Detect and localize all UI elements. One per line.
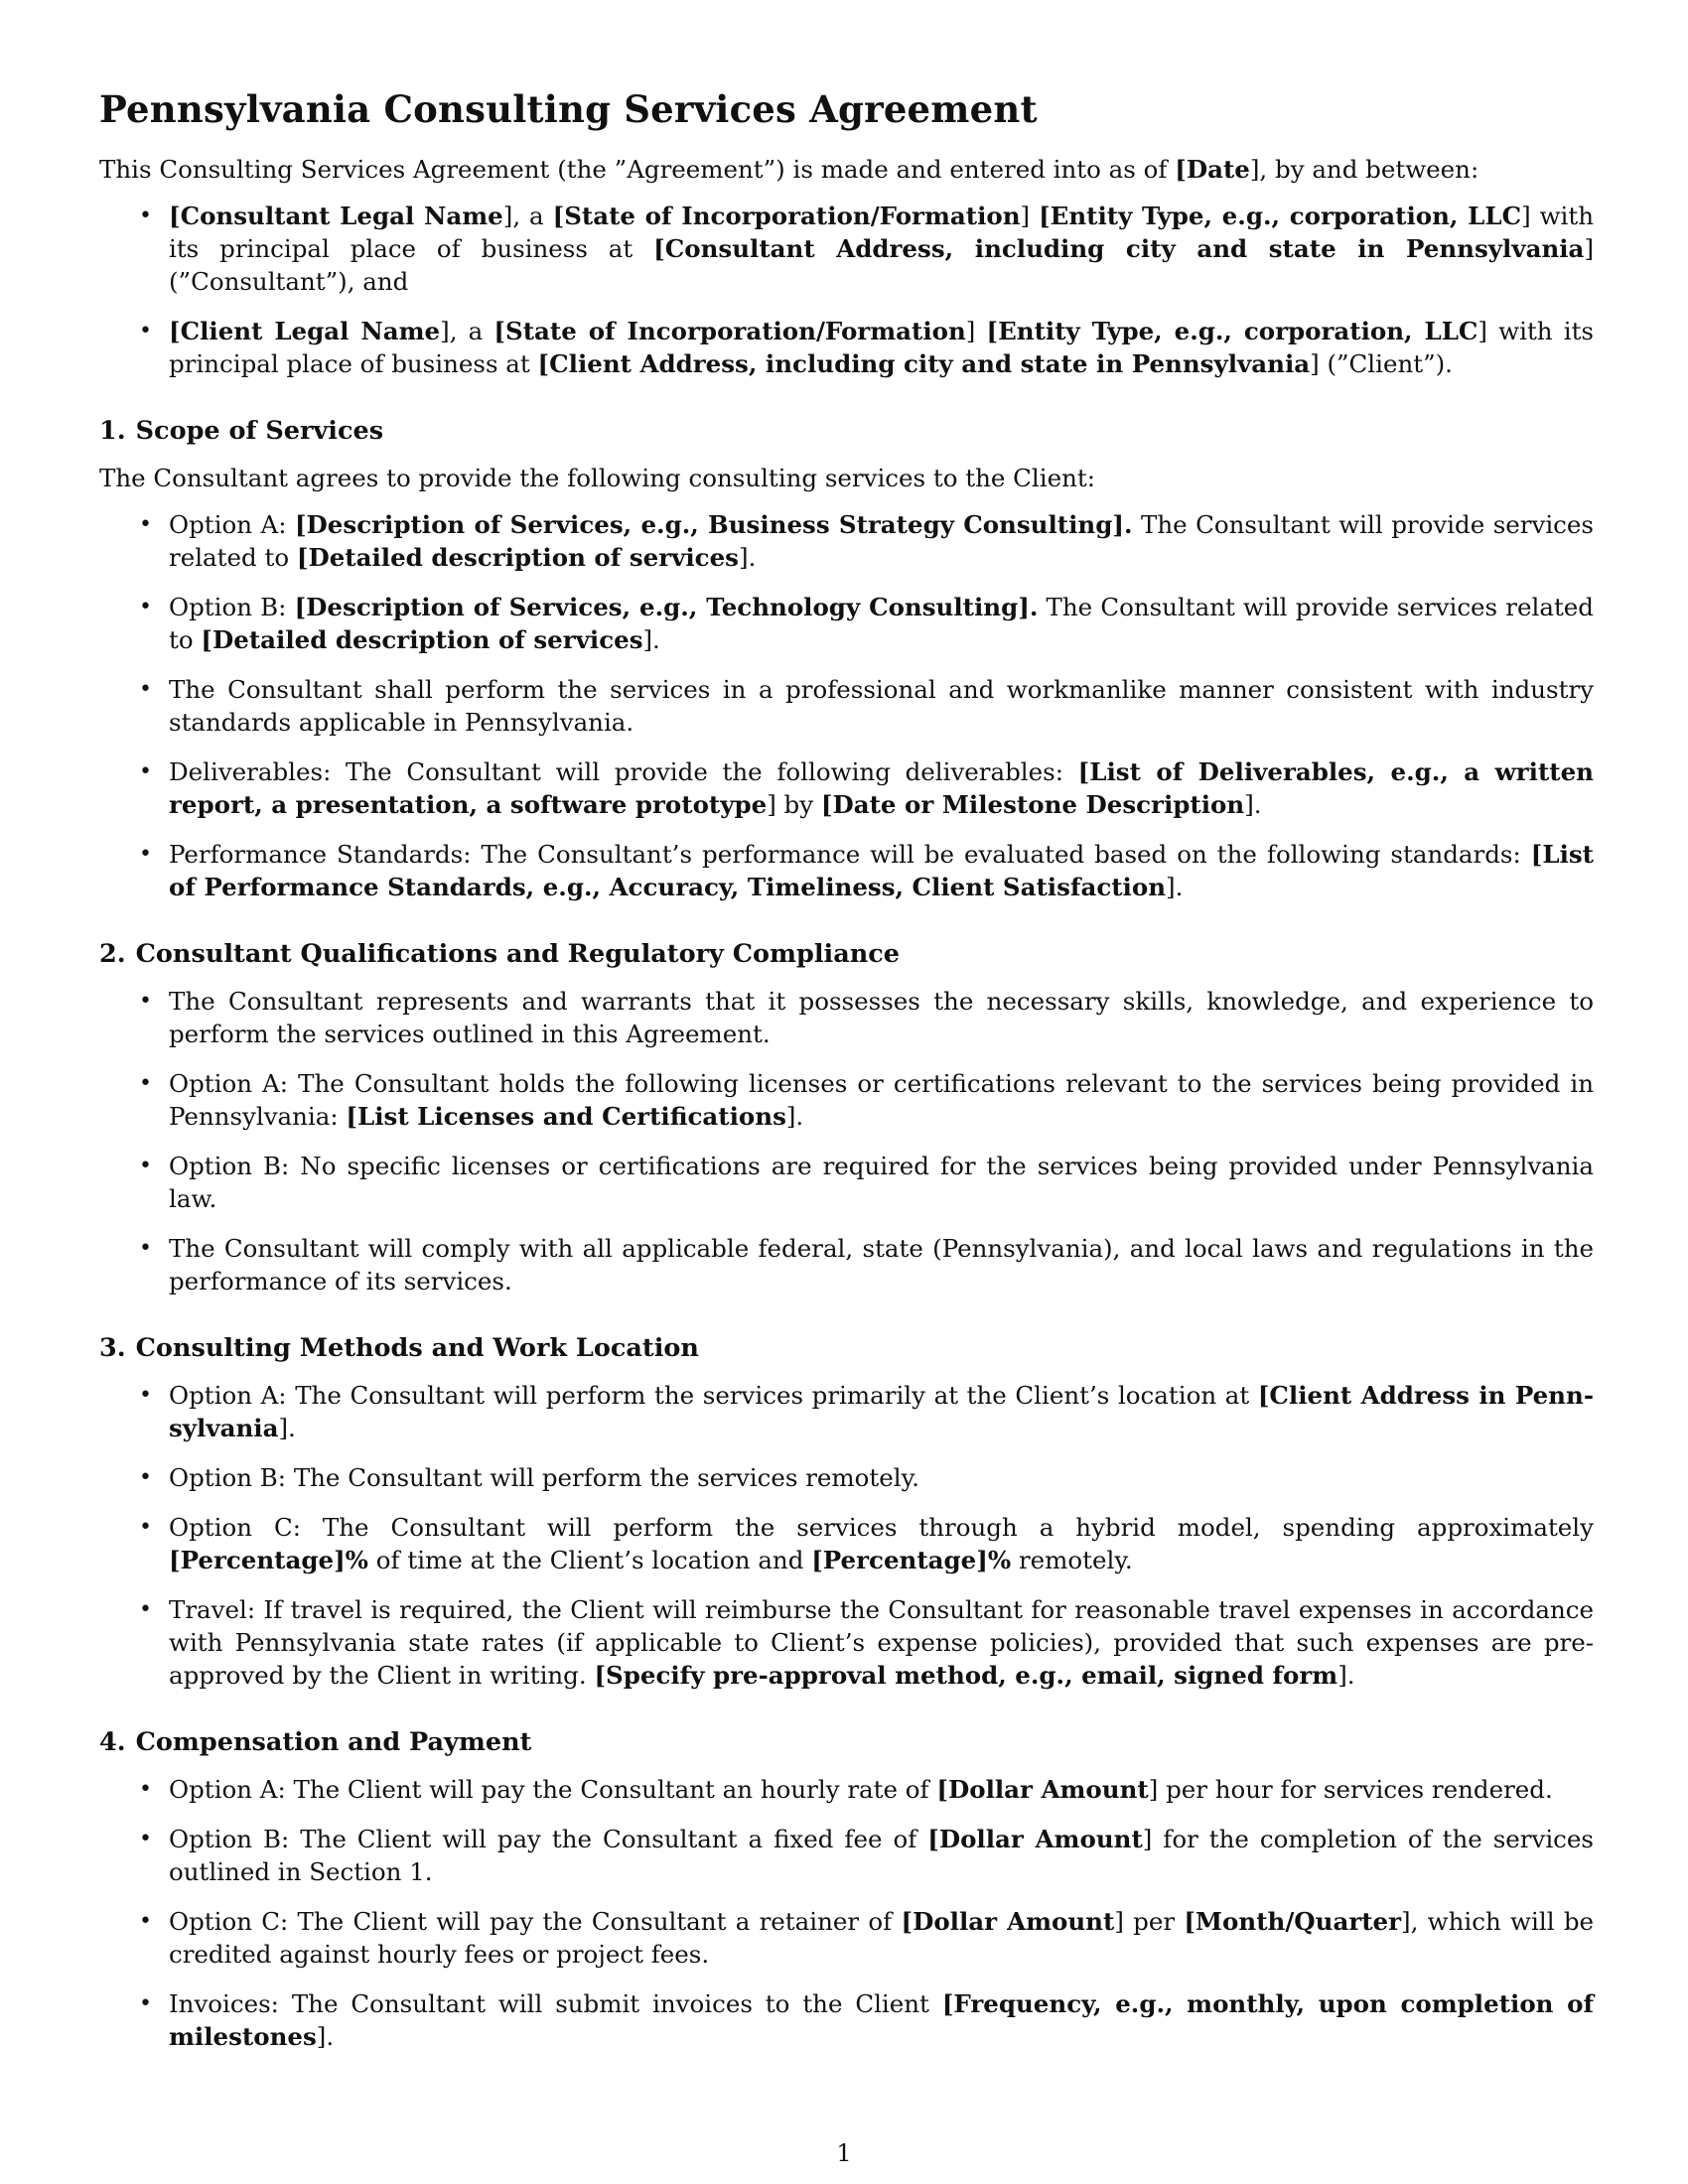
item-text: Option A: The Client will pay the Consultant an hourly rate of <box>169 1775 937 1804</box>
section-title: Scope of Services <box>135 416 384 446</box>
item-text: ] for the completion of the services outlined in Section 1. <box>169 1825 1594 1886</box>
item-text: remotely. <box>1011 1546 1133 1574</box>
placeholder: [Detailed description of services <box>296 543 739 572</box>
placeholder: ]% <box>976 1546 1012 1574</box>
list-item <box>99 1773 1594 1806</box>
section-number: 4. <box>99 1727 126 1757</box>
party-text: ] with its principal place of business at <box>169 317 1594 378</box>
entity-type-placeholder: [Entity Type, e.g., corporation, LLC <box>1039 202 1522 230</box>
list-item <box>99 1593 1594 1692</box>
list-item <box>99 1379 1594 1444</box>
list-item <box>99 1067 1594 1133</box>
party-consultant <box>99 200 1594 298</box>
placeholder: [Dollar Amount <box>936 1775 1149 1804</box>
placeholder: [Detailed description of services <box>201 625 643 654</box>
item-text: ]. <box>1166 873 1184 901</box>
section-2-list <box>99 985 1594 1297</box>
item-text: Option A: <box>169 510 295 539</box>
section-1-list <box>99 508 1594 903</box>
party-text: ] <box>1020 202 1040 230</box>
intro-text: This Consulting Services Agreement (the ”Agreement”) is made and entered into as of <box>99 155 1176 184</box>
item-text: ], which will be credited against hourly fees or project fees. <box>169 1907 1594 1969</box>
document-title: Pennsylvania Consulting Services Agreement <box>99 87 1038 131</box>
placeholder: [Frequency, e.g., monthly, upon completion of milestones <box>169 1989 1595 2051</box>
item-text: Option C: The Consultant will perform the services through a hybrid model, spending approximately <box>169 1513 1594 1542</box>
item-text: ] by <box>767 790 821 819</box>
list-item <box>99 838 1594 903</box>
placeholder: [List of Performance Standards, e.g., Accuracy, Timeliness, Client Satisfaction <box>169 840 1594 901</box>
placeholder: [List of Deliverables, e.g., a written report, a presentation, a software prototype <box>169 757 1594 819</box>
section-number: 2. <box>99 939 126 969</box>
item-text: ]. <box>316 2022 335 2051</box>
placeholder: [List Licenses and Certifications <box>346 1102 786 1131</box>
item-text: Option A: The Consultant holds the following licenses or certifications relevant to the services being provided in Pennsylvania: <box>169 1069 1594 1131</box>
section-3-heading <box>99 1333 1594 1363</box>
list-item: • The Consultant will comply with all applicable federal, state (Pennsylvania), and local laws and regulations in the performance of its services. <box>99 1232 1594 1297</box>
page-number: 1 <box>836 2139 852 2167</box>
item-text: The Consultant will provide services related to <box>169 593 1594 654</box>
party-text: ] with its principal place of business at <box>169 202 1595 263</box>
party-text: ] (”Consultant”), and <box>169 234 1594 296</box>
section-number: 3. <box>99 1333 126 1363</box>
list-item <box>99 1987 1594 2053</box>
section-number: 1. <box>99 416 126 446</box>
item-text: ]. <box>642 625 660 654</box>
placeholder: ]% <box>334 1546 368 1574</box>
party-text: ], a <box>502 202 553 230</box>
list-item: • Option B: The Consultant will perform the services remotely. <box>99 1461 1594 1494</box>
item-text: ] per <box>1114 1907 1185 1936</box>
client-name-placeholder: [Client Legal Name <box>169 317 441 345</box>
item-text: Performance Standards: The Consultant’s performance will be evaluated based on the following standards: <box>169 840 1531 869</box>
placeholder: [Dollar Amount <box>901 1907 1115 1936</box>
placeholder: [Specify pre-approval method, e.g., email, signed form <box>594 1661 1338 1690</box>
section-title: Consultant Qualifications and Regulatory Compliance <box>135 939 901 969</box>
placeholder: [Percentage <box>169 1546 335 1574</box>
state-placeholder: [State of Incorporation/Formation <box>552 202 1021 230</box>
item-text: ]. <box>1244 790 1262 819</box>
parties-list <box>99 200 1594 380</box>
date-placeholder: [Date <box>1175 155 1250 184</box>
state-placeholder: [State of Incorporation/Formation <box>493 317 966 345</box>
item-text: Invoices: The Consultant will submit invoices to the Client <box>169 1989 942 2018</box>
section-title: Compensation and Payment <box>135 1727 532 1757</box>
item-text: ]. <box>785 1102 804 1131</box>
item-text: Travel: If travel is required, the Client will reimburse the Consultant for reasonable travel expenses in accordance with Pennsylvania state rates (if applicable to Client’s expense policies), provided that such expenses are pre-approved by the Client in writing. <box>169 1595 1594 1690</box>
item-text: Option B: The Client will pay the Consultant a fixed fee of <box>169 1825 928 1853</box>
item-text: Option B: <box>169 593 295 621</box>
party-text: ], a <box>440 317 494 345</box>
item-text: Option C: The Client will pay the Consultant a retainer of <box>169 1907 902 1936</box>
section-2-heading <box>99 939 1594 969</box>
intro-paragraph <box>99 153 1594 186</box>
placeholder: [Month/Quarter <box>1184 1907 1402 1936</box>
section-1-intro: The Consultant agrees to provide the following consulting services to the Client: <box>99 464 1095 492</box>
item-text: ]. <box>278 1414 296 1442</box>
document-page <box>99 87 1594 2070</box>
list-item <box>99 508 1594 574</box>
section-4-heading <box>99 1727 1594 1757</box>
list-item <box>99 591 1594 656</box>
intro-text: ], by and between: <box>1249 155 1479 184</box>
item-text: The Consultant will provide services related to <box>169 510 1594 572</box>
list-item <box>99 755 1594 821</box>
item-text: ]. <box>1337 1661 1355 1690</box>
list-item <box>99 1823 1594 1888</box>
list-item: • Option B: No specific licenses or certifications are required for the services being provided under Pennsylvania law. <box>99 1150 1594 1215</box>
party-client <box>99 315 1594 380</box>
placeholder: [Dollar Amount <box>927 1825 1143 1853</box>
party-text: ] (”Client”). <box>1310 349 1453 378</box>
list-item <box>99 1905 1594 1971</box>
item-text: ] per hour for services rendered. <box>1148 1775 1553 1804</box>
list-item <box>99 1511 1594 1576</box>
section-3-list <box>99 1379 1594 1692</box>
placeholder: [Client Address in Pennsylvania <box>169 1381 1594 1442</box>
consultant-name-placeholder: [Consultant Legal Name <box>169 202 503 230</box>
placeholder: [Description of Services, e.g., Business Strategy Consulting]. <box>294 510 1133 539</box>
placeholder: [Date or Milestone Description <box>820 790 1245 819</box>
list-item: • The Consultant represents and warrants that it possesses the necessary skills, knowledge, and experience to perform the services outlined in this Agreement. <box>99 985 1594 1050</box>
consultant-address-placeholder: [Consultant Address, including city and state in Pennsylvania <box>653 234 1585 263</box>
placeholder: [Percentage <box>811 1546 977 1574</box>
placeholder: [Description of Services, e.g., Technology Consulting]. <box>294 593 1039 621</box>
list-item: • The Consultant shall perform the services in a professional and workmanlike manner consistent with industry standards applicable in Pennsylvania. <box>99 673 1594 739</box>
party-text: ] <box>965 317 987 345</box>
section-title: Consulting Methods and Work Location <box>135 1333 699 1363</box>
item-text: Deliverables: The Consultant will provide the following deliverables: <box>169 757 1078 786</box>
client-address-placeholder: [Client Address, including city and state in Pennsylvania <box>537 349 1311 378</box>
section-1-heading <box>99 416 1594 446</box>
item-text: ]. <box>738 543 757 572</box>
section-4-list <box>99 1773 1594 2053</box>
item-text: Option A: The Consultant will perform the services primarily at the Client’s location at <box>169 1381 1258 1410</box>
entity-type-placeholder: [Entity Type, e.g., corporation, LLC <box>986 317 1478 345</box>
item-text: of time at the Client’s location and <box>367 1546 812 1574</box>
